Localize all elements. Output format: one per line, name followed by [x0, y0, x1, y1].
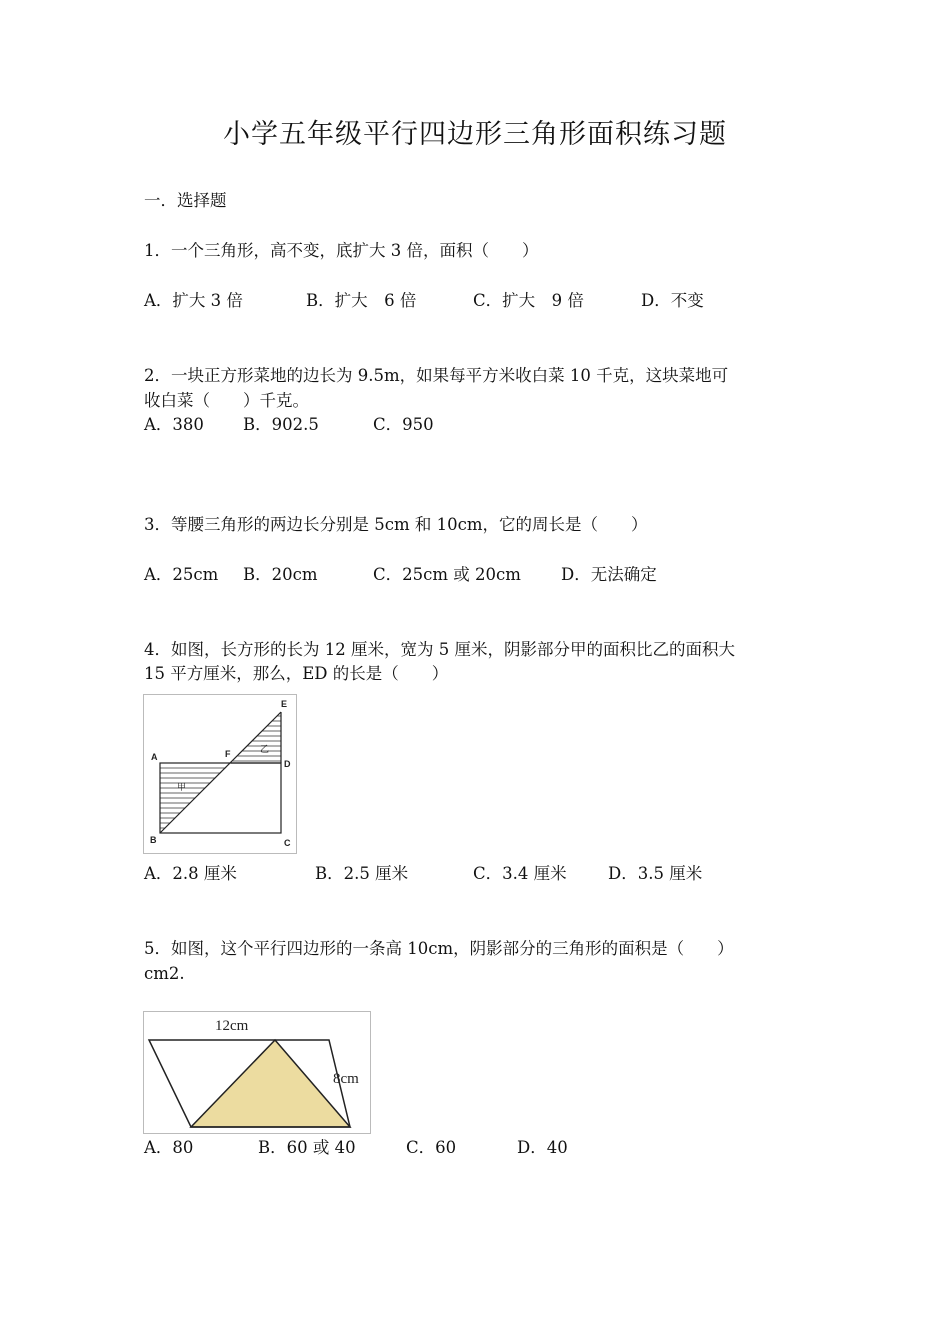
question-1	[144, 239, 539, 263]
label-f: F	[225, 749, 231, 759]
question-number: 5．	[144, 939, 171, 958]
question-text: 一块正方形菜地的边长为 9.5m，如果每平方米收白菜 10 千克，这块菜地可	[171, 366, 729, 385]
q3-option-a: A．25cm	[144, 565, 219, 584]
label-12cm: 12cm	[215, 1018, 249, 1034]
label-8cm: 8cm	[333, 1071, 359, 1087]
parallelogram-figure	[143, 1011, 371, 1134]
question-text: 一个三角形，高不变，底扩大 3 倍，面积（ ）	[171, 241, 539, 260]
label-c: C	[284, 838, 291, 848]
question-3	[144, 513, 648, 537]
q4-option-c: C．3.4 厘米	[473, 864, 567, 883]
q4-option-d: D．3.5 厘米	[608, 864, 703, 883]
question-number: 4．	[144, 640, 171, 659]
question-5-line-2: cm2.	[144, 964, 185, 983]
q3-option-b: B．20cm	[243, 565, 318, 584]
question-number: 2．	[144, 366, 171, 385]
page-title: 小学五年级平行四边形三角形面积练习题	[223, 119, 727, 150]
q2-option-b: B．902.5	[243, 415, 319, 434]
question-number: 3．	[144, 515, 171, 534]
q4-option-a: A．2.8 厘米	[144, 864, 237, 883]
q5-option-d: D．40	[517, 1138, 568, 1157]
q4-option-b: B．2.5 厘米	[315, 864, 409, 883]
q1-option-d: D．不变	[641, 291, 704, 310]
q3-option-d: D．无法确定	[561, 565, 657, 584]
q5-option-c: C．60	[406, 1138, 457, 1157]
question-2-line-2: 收白菜（ ）千克。	[144, 391, 309, 410]
question-text: 如图，这个平行四边形的一条高 10cm，阴影部分的三角形的面积是（ ）	[171, 939, 734, 958]
label-d: D	[284, 759, 291, 769]
q2-option-a: A．380	[144, 415, 204, 434]
section-heading: 一．选择题	[144, 191, 227, 210]
q5-option-a: A．80	[144, 1138, 194, 1157]
question-number: 1．	[144, 241, 171, 260]
question-text: 等腰三角形的两边长分别是 5cm 和 10cm，它的周长是（ ）	[171, 515, 648, 534]
q1-option-a: A．扩大 3 倍	[144, 291, 243, 310]
question-4	[144, 638, 735, 662]
label-jia: 甲	[177, 782, 187, 792]
label-a: A	[151, 752, 158, 762]
question-4-line-2: 15 平方厘米，那么，ED 的长是（ ）	[144, 664, 449, 683]
label-e: E	[281, 699, 288, 709]
q5-option-b: B．60 或 40	[258, 1138, 356, 1157]
q1-option-b: B．扩大 6 倍	[306, 291, 417, 310]
label-b: B	[150, 835, 157, 845]
question-text: 如图，长方形的长为 12 厘米，宽为 5 厘米，阴影部分甲的面积比乙的面积大	[171, 640, 735, 659]
question-5	[144, 937, 734, 961]
q3-option-c: C．25cm 或 20cm	[373, 565, 521, 584]
question-2	[144, 364, 728, 388]
label-yi: 乙	[260, 744, 270, 754]
rectangle-figure	[143, 694, 297, 854]
q2-option-c: C．950	[373, 415, 434, 434]
q1-option-c: C．扩大 9 倍	[473, 291, 584, 310]
